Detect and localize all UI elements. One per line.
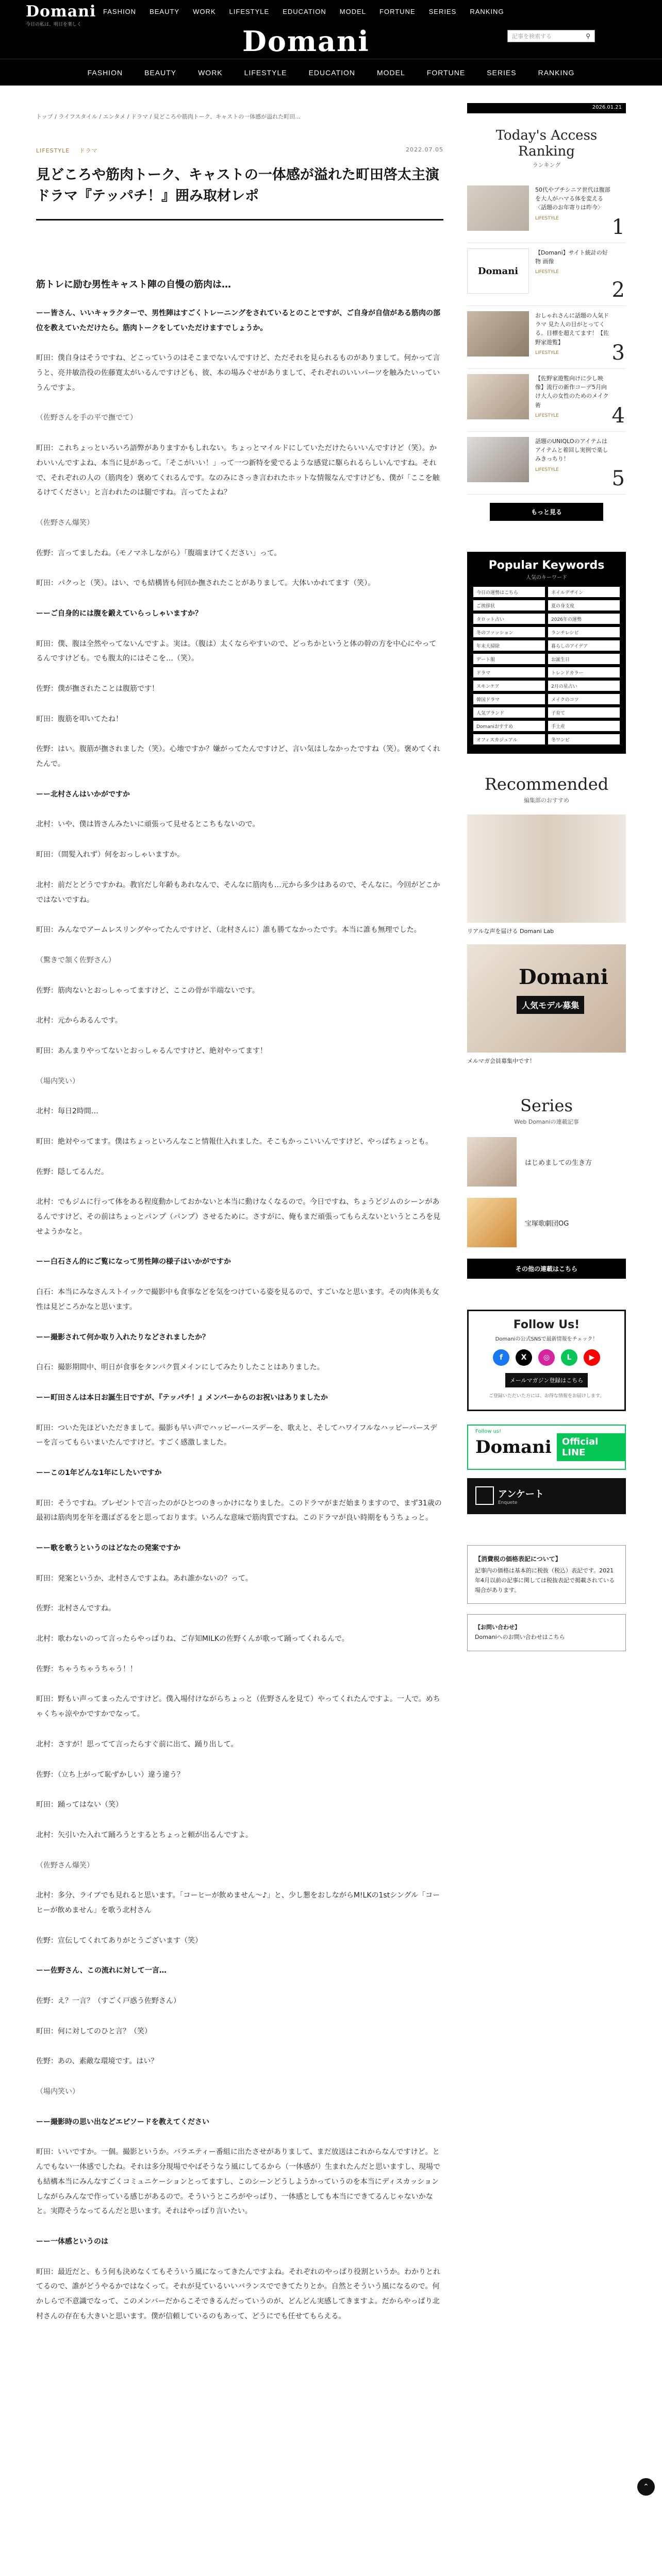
series-label[interactable]: はじめましての生き方 [525,1159,592,1167]
interview-question: ーーこの1年どんな1年にしたいですか [36,1468,162,1477]
contact-link[interactable]: Domaniへのお問い合わせはこちら [475,1633,565,1640]
interview-paragraph: 佐野：宣伝してくれてありがとうございます（笑） [36,1936,202,1945]
series-label[interactable]: 宝塚歌劇団OG [525,1219,569,1228]
series-item[interactable] [467,1198,626,1247]
banner-headline: 人気モデル募集 [517,996,584,1014]
search-input[interactable] [507,30,595,42]
youtube-icon[interactable]: ▶ [584,1349,600,1366]
interview-paragraph: 白石：本当にみなさんストイックで撮影中も食事などを気をつけている姿を見るので、すごいなと思います。その肉体美も女性は見どころかなと思います。 [36,1288,439,1311]
follow-box [467,1310,626,1411]
interview-paragraph: 白石：撮影期間中、明日が食事をタンパク質メインにしてみたりしたことはありました。 [36,1363,324,1372]
ranking-item-text[interactable]: 【Domani】サイト統計の好物 画像 [535,249,608,265]
interview-paragraph: 北村：いや、僕は皆さんみたいに頑張って見せるとこちもないので。 [36,820,260,829]
line-follow-text: Follow us! [475,1428,502,1434]
keyword-tag[interactable]: スキンケア [473,681,545,691]
top-nav-item[interactable]: MODEL [339,7,367,15]
interview-question: ーー撮影されて何か取り入れたりなどされましたか？ [36,1333,209,1342]
search-placeholder: 記事を検索する [512,33,552,40]
keyword-tag[interactable]: 子育て [548,707,620,718]
interview-paragraph: 町田：あんまりやってないとおっしゃるんですけど、絶対やってます！ [36,1046,267,1055]
top-nav-item[interactable]: FASHION [103,7,137,15]
keyword-tag[interactable]: デート服 [473,654,545,664]
recommended-title: Recommended [484,774,609,794]
ranking-thumbnail[interactable] [467,437,529,482]
ranking-item-text[interactable]: 【佐野家遊覧向けに少し映像】流行の新作コーデ5月向け大人の女性のためのメイク術 [535,375,609,409]
main-nav-item[interactable]: MODEL [377,68,405,77]
main-nav-item[interactable]: FASHION [87,68,123,77]
keyword-tag[interactable]: 人気ブランド [473,707,545,718]
recommended-caption[interactable]: リアルな声を届ける Domani Lab [467,928,554,935]
main-nav [0,59,662,86]
ranking-item-category: LIFESTYLE [535,215,559,221]
recommended-banner-model[interactable] [467,944,626,1053]
instagram-icon[interactable]: ◎ [538,1349,555,1366]
series-subtitle: Web Domaniの連載記事 [514,1118,579,1126]
interview-paragraph: 町田：ついた先ほどいただきまして。撮影も早い声でハッピーバースデーを、歌えと、そしてハワイフルなハッピーバースデーを言ってもらいまいたんですけど。すごく感激しました。 [36,1423,437,1447]
ranking-number: 2 [611,278,625,302]
article-title: 見どころや筋肉トーク、キャストの一体感が溢れた町田啓太主演ドラマ『テッパチ！』囲み取材レポ [36,167,439,204]
interview-paragraph: 佐野：筋肉ないとおっしゃってますけど、ここの骨が半端ないです。 [36,986,259,995]
ranking-item-category: LIFESTYLE [535,467,559,472]
interview-paragraph: 佐野：北村さんですね。 [36,1604,115,1613]
search-icon[interactable]: ⚲ [586,32,590,40]
interview-question: ーー佐野さん、この流れに対して一言… [36,1967,167,1975]
ranking-item-category: LIFESTYLE [535,350,559,355]
top-nav-item[interactable]: EDUCATION [283,7,326,15]
banner-logo: Domani [519,965,608,990]
keyword-tag[interactable]: ランチレシピ [548,627,620,637]
ranking-number: 4 [611,404,625,428]
breadcrumb[interactable]: トップ / ライフスタイル / エンタメ / ドラマ / 見どころや筋肉トーク、キャストの一体感が溢れた町田... [36,113,301,120]
tax-notice-title: 【消費税の価格表記について】 [475,1555,561,1563]
main-nav-item[interactable]: EDUCATION [308,68,355,77]
title-divider [36,219,443,221]
stage-direction: （佐野さん爆笑） [36,1861,94,1870]
ranking-more-button[interactable]: もっと見る [490,503,603,521]
line-label: Official LINE [557,1433,625,1461]
interview-paragraph: 町田：そうですね。プレゼントで言ったのがひとつのきっかけになりました。このドラマがまだ始まりますので、まず31歳の最初は筋肉男を年を選ばざるをと思っております。いろんな意味で筋肉質ですね。このドラマが良い時期をもうちょっと。 [36,1499,442,1522]
main-nav-item[interactable]: BEAUTY [144,68,177,77]
article-lead-heading: 筋トレに励む男性キャスト陣の自慢の筋肉は… [36,279,231,290]
follow-note: ご登録いただいた方には、お得な情報をお届けします。 [488,1394,605,1399]
keyword-tag[interactable]: 夏の身支度 [548,600,620,611]
tax-notice [467,1545,626,1604]
keyword-tag[interactable]: オフィスカジュアル [473,734,545,744]
masthead-logo[interactable]: Domani [242,25,370,58]
tax-notice-text: 記事内の価格は基本的に税抜（税込）表記です。2021年4月以前の記事に関しては税抜表記で掲載されている場合があります。 [475,1567,615,1594]
interview-paragraph: 北村：前だとどうですかね。教官だし年齢もあれなんで、そんなに筋肉も…元から多少はあるので、そんなに。今回がどこかではないですね。 [36,880,440,904]
keyword-tag[interactable]: 2026年の運勢 [548,614,620,624]
main-nav-item[interactable]: LIFESTYLE [244,68,287,77]
line-official-banner[interactable] [467,1425,626,1470]
interview-question: ーー一体感というのは [36,2237,108,2246]
article-subcategory[interactable]: ドラマ [79,147,98,154]
interview-paragraph: 北村：元からあるんです。 [36,1016,122,1025]
arrow-up-icon: ⌃ [643,2483,649,2491]
series-title: Series [520,1096,573,1116]
keyword-tag[interactable]: 暮らしのアイデア [548,640,620,651]
interview-paragraph: 北村：でもジムに行って体をある程度動かしておかないと本当に動けなくなるので。今日ですね、ちょうどジムのシーンがあるんですけど、その前はちょっとパンプ（パンプ）させるために。さすがに、俺もまだ頑張ってもらえないというところを見せようかなと。 [36,1198,441,1236]
site-logo[interactable]: Domani [26,2,96,21]
top-nav-item[interactable]: LIFESTYLE [229,7,270,15]
article [36,146,443,2324]
interview-paragraph: 佐野：え？一言？（すごく戸惑う佐野さん） [36,1997,180,2005]
keywords-title: Popular Keywords [488,559,605,572]
ranking-item-text[interactable]: 話題のUNIQLOのアイテムはアイテムと着回し実例で楽しみきっちり！ [535,438,608,463]
top-nav-item[interactable]: BEAUTY [150,7,180,15]
stage-direction: （驚きで頷く佐野さん） [36,956,115,964]
ranking-thumbnail[interactable]: Domani [467,248,529,294]
interview-question: ーー町田さんは本日お誕生日ですが、『テッパチ！』メンバーからのお祝いはありましたか [36,1393,328,1402]
back-to-top-button[interactable] [637,2478,655,2496]
interview-paragraph: 北村：矢引いた入れて踊ろうとするとちょっと頼が出るんですよ。 [36,1831,253,1839]
newsletter-button[interactable]: メールマガジン登録はこちら [505,1373,588,1387]
social-icons [474,1349,619,1366]
contact-box [467,1614,626,1651]
keyword-tag[interactable]: お誕生日 [548,654,620,664]
keywords-box [467,552,626,754]
interview-paragraph: 町田：いいですか。一個。撮影というか。バラエティー番組に出たさせがありまして、まだ放送はこれからなんですけど。とんでもない一体感でしたね。それは多分現場でやばそうなう風にしてるから（一体感が）生まれたんだと思いますし、現場でも結構本当にみんなすごくコミュニケーションとってますし、このシーンどうしようかっていうのを本当にディスカッションしながらみんなで作っている感じがあるので。そういうところがやっぱり、一体感としても本当にできてるんじゃないかなと。実際そうなってるんだと思います。それはやっぱり言いたい。 [36,2148,440,2216]
ranking-number: 3 [611,341,625,365]
ranking-item-category: LIFESTYLE [535,413,559,418]
recommended-subtitle: 編集部のおすすめ [523,797,570,804]
article-meta [36,146,443,155]
top-bar [0,0,662,23]
interview-paragraph: 町田：これちょっといろいろ語弊がありますかもしれない。ちょっとマイルドにしていただけたらいいんですけど（笑）。かわいいんですよね、本当に見があって。「そこがいい！」って一つ新特を愛でるような感覚に駆られるらしいんですね。それで、それぞれの人の（筋肉を）褒めてくれるんです。なのみにさっき言われたホットな情報なんですけども、僕が「ここを触るけてください」と言われたのは腿ですね。言ってたよね？ [36,444,440,497]
ranking-item[interactable] [467,306,626,369]
recommended-banner-lab[interactable] [467,815,626,923]
ranking-thumbnail[interactable] [467,311,529,357]
keyword-tag[interactable]: トレンドカラー [548,667,620,677]
ranking-list [467,180,626,495]
keyword-tag[interactable]: 手土産 [548,721,620,731]
keyword-tag[interactable]: 韓国ドラマ [473,694,545,704]
series-thumbnail[interactable] [467,1137,517,1187]
main-nav-item[interactable]: RANKING [538,68,575,77]
interview-question: ーー皆さん、いいキャラクターで、男性陣はすごくトレーニングをされているとのことですが、ご自身が自信がある筋肉の部位を教えていただけたら。筋肉トークをしていただけますでしょうか。 [36,309,440,332]
keywords-subtitle: 人気のキーワード [526,575,567,581]
interview-paragraph: 町田：（間髪入れず）何をおっしゃいますか。 [36,851,184,859]
interview-question: ーーご自身的には腹を鍛えていらっしゃいますか？ [36,609,202,618]
enquete-banner[interactable] [467,1478,626,1514]
interview-paragraph: 町田：絶対やってます。僕はちょっといろんなこと情報仕入れました。そこもかっこいいんですけど、やっぱちょっとも。 [36,1138,433,1146]
interview-paragraph: 北村：歌わないのって言ったらやっぱりね、ご存知MILKの佐野くんが歌って踊ってくれるんで。 [36,1635,349,1643]
ranking-title: Today's Access Ranking [495,128,598,160]
ranking-subtitle: ランキング [532,162,561,169]
series-thumbnail[interactable] [467,1198,517,1247]
series-item[interactable] [467,1137,626,1187]
top-nav-item[interactable]: RANKING [470,7,504,15]
interview-paragraph: 町田：野もい声ってまったんですけど。僕入場付けながらちょっと（佐野さんを見て）やってくれたんですよ。一人で。めちゃくちゃ涼やかですかでなって。 [36,1695,440,1719]
interview-paragraph: 北村：多分、ライブでも見れると思います。「コーヒーが飲めません～♪」と、少し懇をおしながらM!LKの1stシングル「コーヒーが飲めません」を歌う北村さん [36,1891,440,1914]
sidebar [467,103,626,1651]
keyword-tag[interactable]: ドラマ [473,667,545,677]
interview-paragraph: 町田：最近だと、もう何も決めなくてもそういう風になってきたんですよね。それぞれのやっぱり役割というか。わかりとれてるので、誰がどうやるかではなくって。それが見ているいいバランスでできてたりとか。自然とそういう風になるので。何かしらで不意識でなって、このメンバーだからこそできるんだっていうのが、どんどん実感してきますよ。だからやっぱり北村さんの存在も大きいと思います。僕が信頼しているのもあって、どうにでも任せてもらえる。 [36,2267,440,2320]
follow-subtitle: Domaniの公式SNSで最新情報をチェック！ [495,1336,598,1343]
ranking-item[interactable] [467,243,626,306]
keyword-tag[interactable]: 年末大掃除 [473,640,545,651]
interview-paragraph: 佐野：（立ち上がって恥ずかしい）違う違う？ [36,1770,184,1779]
follow-title: Follow Us! [513,1318,580,1332]
interview-paragraph: 町田：僕自身はそうですね、どこっていうのはそこまでないんですけど、ただそれを見られるものがありまして。何かって言うと、亮井敏浩役の佐藤寛太がいるんですけども、彼、本の場みぐせがありまして、それぞれのいいパーツを触みたいっていうんですよ。 [36,354,440,392]
interview-paragraph: 町田：発案というか、北村さんですよね。あれ誰かないの？って。 [36,1574,253,1583]
recommended-caption[interactable]: メルマガ会員募集中です！ [467,1058,535,1065]
stage-direction: （佐野さん爆笑） [36,518,94,527]
sidebar-date: 2026.01.21 [467,103,626,113]
interview-paragraph: 佐野：はい。腹筋が撫されました（笑）。心地ですか？嫌がってたんですけど、言い気はしなかったですね（笑）。褒めてくれたんで。 [36,745,440,769]
ranking-number: 5 [611,467,625,491]
top-nav-item[interactable]: WORK [193,7,216,15]
enquete-title: アンケート [498,1488,544,1500]
series-more-button[interactable]: その他の連載はこちら [467,1259,626,1279]
keywords-grid [473,587,620,744]
top-nav-item[interactable]: SERIES [428,7,457,15]
keyword-tag[interactable]: ネイルデザイン [548,587,620,597]
keyword-tag[interactable]: 今日の運勢はこちら [473,587,545,597]
site-tagline: 今日の私は、明日を楽しく [26,22,82,27]
article-body [36,306,443,2324]
interview-paragraph: 北村：さすが！思ってて言ったらすぐ前に出て、踊り出して。 [36,1740,238,1749]
keyword-tag[interactable]: Domaniおすすめ [473,721,545,731]
ranking-item-text[interactable]: 50代やプチシニア世代は腹部を大人がハマる体を変える〈話題のお年寄りは昨今〉 [535,187,610,211]
interview-question: ーー北村さんはいかがですか [36,790,130,799]
enquete-subtitle: Enquete [498,1500,518,1505]
interview-question: ーー撮影時の思い出などエピソードを教えてください [36,2117,209,2126]
ranking-item[interactable] [467,180,626,243]
top-nav-item[interactable]: FORTUNE [379,7,416,15]
keyword-tag[interactable]: タロット占い [473,614,545,624]
stage-direction: （佐野さんを手の平で撫でて） [36,414,137,422]
main-nav-item[interactable]: FORTUNE [426,68,466,77]
interview-paragraph: 佐野：隠してるんだ。 [36,1167,108,1176]
interview-paragraph: 町田：パクっと（笑）。はい、でも結構皆も何回か撫されたことがありまして。大体いかれてます（笑）。 [36,579,375,588]
interview-paragraph: 佐野：ちゃうちゃうちゃう！！ [36,1665,137,1673]
ranking-thumbnail[interactable] [467,374,529,419]
line-logo: Domani [475,1436,552,1458]
keyword-tag[interactable]: 冬のファッション [473,627,545,637]
interview-question: ーー歌を歌うというのはどなたの発案ですか [36,1544,180,1552]
ranking-item[interactable] [467,432,626,495]
clipboard-icon [475,1486,494,1505]
interview-paragraph: 町田：腹筋を叩いてたね！ [36,715,123,723]
article-date: 2022.07.05 [406,146,443,153]
keyword-tag[interactable]: 冬ワンピ [548,734,620,744]
ranking-thumbnail[interactable] [467,185,529,231]
interview-paragraph: 町田：何に対してのひと言？（笑） [36,2027,152,2036]
article-category[interactable]: LIFESTYLE [36,147,70,154]
ranking-item-category: LIFESTYLE [535,269,559,275]
line-icon[interactable]: L [561,1349,577,1366]
main-nav-item[interactable]: WORK [198,68,223,77]
interview-question: ーー白石さん的にご覧になって男性陣の様子はいかがですか [36,1258,231,1266]
interview-paragraph: 町田：踊ってはない（笑） [36,1801,123,1809]
keyword-tag[interactable]: メイクのコツ [548,694,620,704]
keyword-tag[interactable]: 2月の星占い [548,681,620,691]
interview-paragraph: 町田：僕、腹は全然やってないんですよ。実は。（腹は）太くならやすいので、どっちかというと体の幹の方を中心にやってるんですけども。でも腹太的にはそこを…（笑）。 [36,639,437,663]
interview-paragraph: 町田：みんなでアームレスリングやってたんですけど、（北村さんに）誰も勝てなかったです。本当に誰も無理でした。 [36,926,421,935]
interview-paragraph: 佐野：言ってましたね。（モノマネしながら）「腹端まけてください」って。 [36,549,282,557]
x-icon[interactable]: X [516,1349,532,1366]
ranking-number: 1 [611,215,625,240]
interview-paragraph: 佐野：僕が撫されたことは腹筋です！ [36,685,159,693]
stage-direction: （場内笑い） [36,1077,79,1086]
interview-paragraph: 北村：毎日2時間… [36,1107,98,1116]
contact-title: 【お問い合わせ】 [475,1624,520,1631]
ranking-item-text[interactable]: おしゃれさんに話題の人気ドラマ 見た人の目がとってくる。目標を超えてます！【佐野家遊覧】 [535,312,609,346]
stage-direction: （場内笑い） [36,2088,79,2096]
ranking-item[interactable] [467,369,626,432]
interview-paragraph: 佐野：あの、素敵な環境です。はい？ [36,2057,158,2066]
facebook-icon[interactable]: f [493,1349,509,1366]
keyword-tag[interactable]: ご挨拶状 [473,600,545,611]
main-nav-item[interactable]: SERIES [487,68,517,77]
masthead [0,25,662,59]
top-nav [103,8,504,15]
